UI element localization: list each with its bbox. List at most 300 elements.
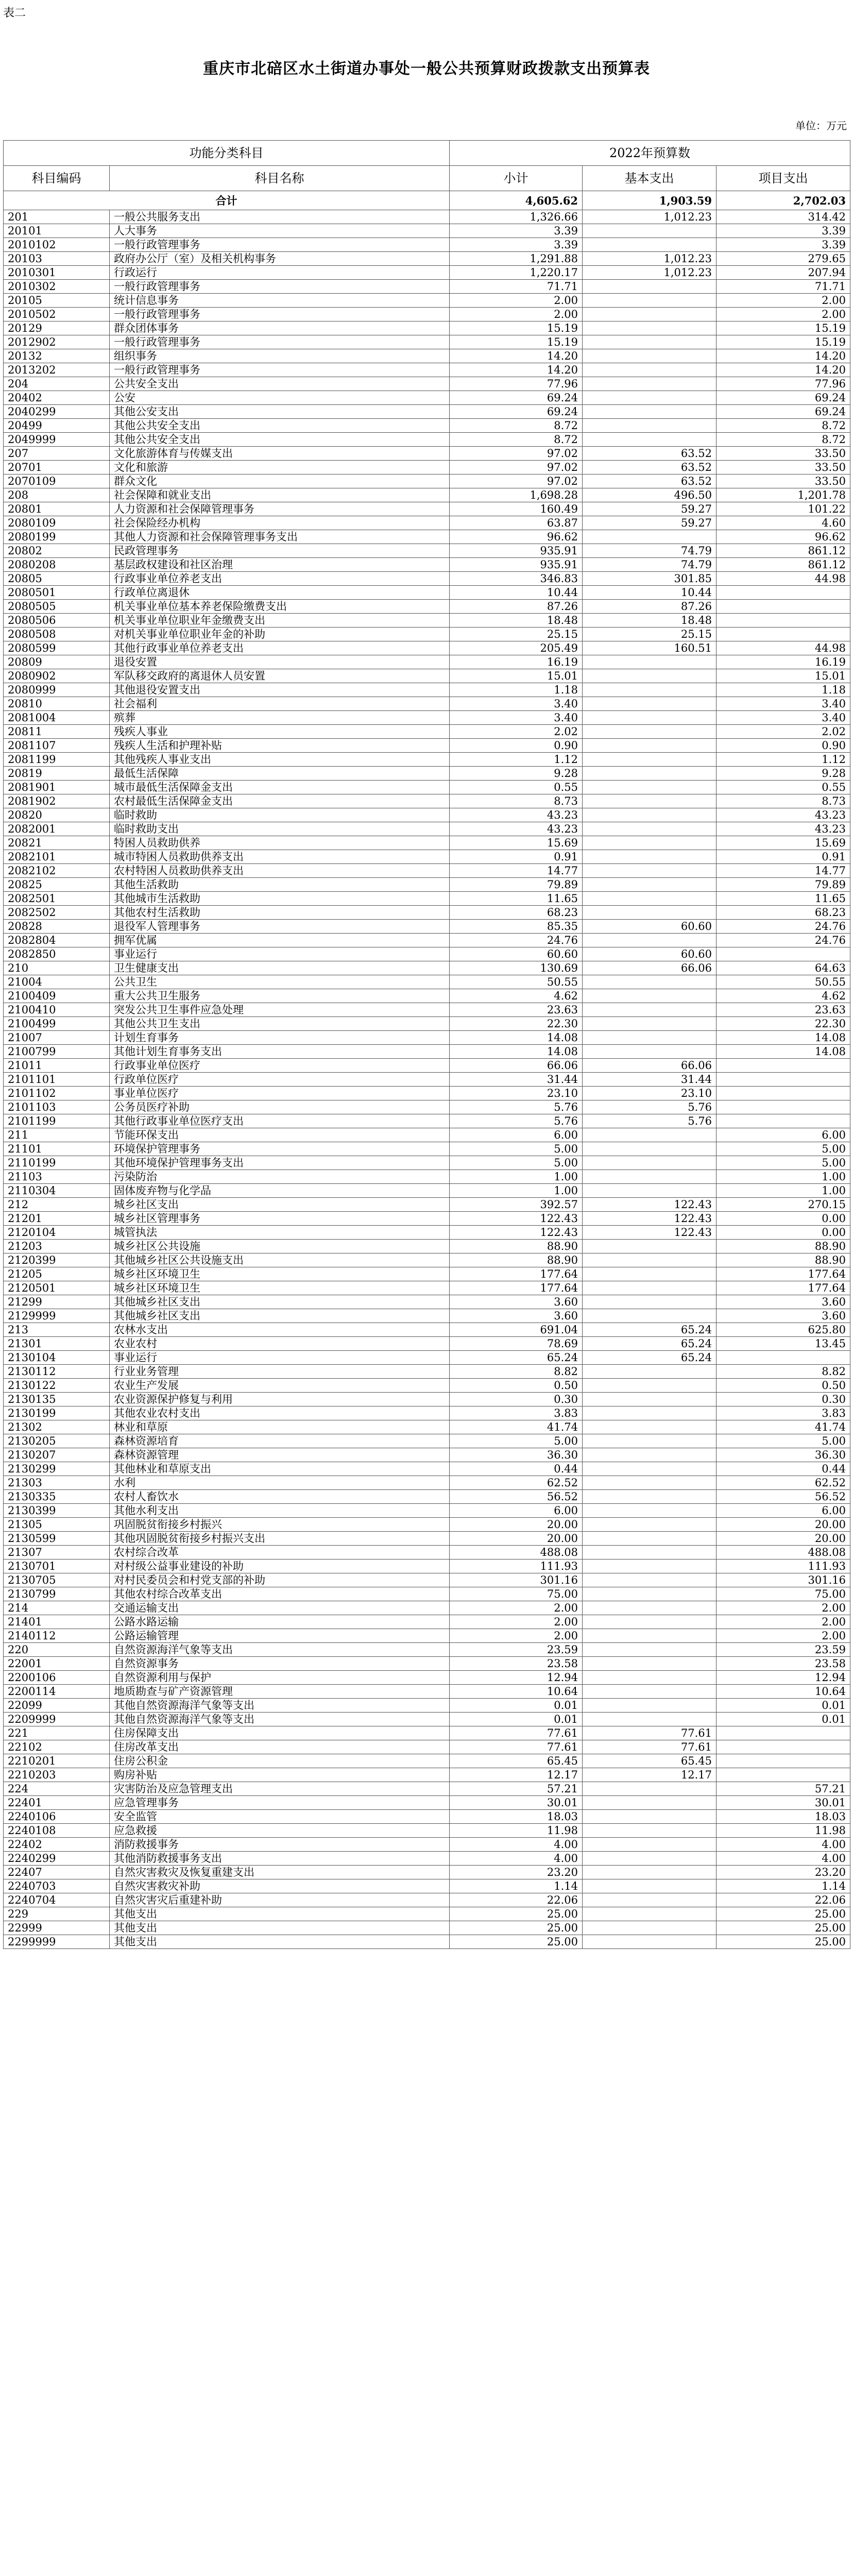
row-subtotal: 14.20 (450, 349, 583, 363)
row-project: 5.00 (716, 1156, 850, 1170)
row-project (716, 1059, 850, 1073)
row-project: 6.00 (716, 1504, 850, 1518)
table-row (4, 391, 850, 405)
row-name: 其他支出 (110, 1907, 450, 1921)
row-project: 8.72 (716, 419, 850, 433)
table-row (4, 711, 850, 725)
row-project (716, 947, 850, 961)
row-basic (583, 1128, 716, 1142)
row-code: 22102 (4, 1740, 110, 1754)
row-project: 23.20 (716, 1866, 850, 1879)
row-basic: 65.45 (583, 1754, 716, 1768)
row-code: 2010102 (4, 238, 110, 252)
row-name: 行政运行 (110, 266, 450, 280)
row-code: 2240704 (4, 1893, 110, 1907)
row-subtotal: 14.08 (450, 1045, 583, 1059)
row-code: 213 (4, 1323, 110, 1337)
table-row (4, 1740, 850, 1754)
row-basic (583, 1699, 716, 1713)
table-row (4, 1671, 850, 1685)
row-code: 20810 (4, 697, 110, 711)
row-code: 21201 (4, 1212, 110, 1226)
row-basic: 12.17 (583, 1768, 716, 1782)
row-project: 177.64 (716, 1267, 850, 1281)
row-subtotal: 1,220.17 (450, 266, 583, 280)
row-project: 6.00 (716, 1128, 850, 1142)
table-row (4, 1003, 850, 1017)
row-code: 2130799 (4, 1587, 110, 1601)
row-subtotal: 43.23 (450, 808, 583, 822)
row-subtotal: 18.03 (450, 1810, 583, 1824)
row-code: 20105 (4, 294, 110, 308)
row-code: 2299999 (4, 1935, 110, 1949)
row-project: 270.15 (716, 1198, 850, 1212)
row-code: 2101199 (4, 1114, 110, 1128)
row-subtotal: 87.26 (450, 600, 583, 614)
row-code: 2101103 (4, 1100, 110, 1114)
table-row (4, 1212, 850, 1226)
row-basic (583, 433, 716, 447)
row-subtotal: 5.76 (450, 1100, 583, 1114)
row-code: 220 (4, 1643, 110, 1657)
row-project: 3.40 (716, 697, 850, 711)
row-code: 2130599 (4, 1532, 110, 1546)
row-name: 城乡社区公共设施 (110, 1240, 450, 1253)
row-basic: 63.52 (583, 474, 716, 488)
row-name: 对村民委员会和村党支部的补助 (110, 1573, 450, 1587)
row-code: 2070109 (4, 474, 110, 488)
row-code: 21305 (4, 1518, 110, 1532)
table-row (4, 767, 850, 781)
row-code: 2010502 (4, 308, 110, 321)
row-project: 4.62 (716, 989, 850, 1003)
row-basic (583, 697, 716, 711)
row-code: 21203 (4, 1240, 110, 1253)
table-row (4, 1100, 850, 1114)
row-subtotal: 14.77 (450, 864, 583, 878)
row-project: 57.21 (716, 1782, 850, 1796)
table-row (4, 906, 850, 920)
row-name: 其他农村综合改革支出 (110, 1587, 450, 1601)
table-row (4, 1810, 850, 1824)
row-name: 其他巩固脱贫衔接乡村振兴支出 (110, 1532, 450, 1546)
row-project: 3.83 (716, 1406, 850, 1420)
row-code: 2080208 (4, 558, 110, 572)
row-code: 2200114 (4, 1685, 110, 1699)
row-subtotal: 68.23 (450, 906, 583, 920)
row-project (716, 1351, 850, 1365)
row-code: 21299 (4, 1295, 110, 1309)
row-project: 50.55 (716, 975, 850, 989)
row-subtotal: 4.00 (450, 1852, 583, 1866)
row-code: 2101102 (4, 1087, 110, 1100)
table-row (4, 1879, 850, 1893)
row-project: 15.01 (716, 669, 850, 683)
row-name: 应急救援 (110, 1824, 450, 1838)
row-project: 14.20 (716, 363, 850, 377)
row-name: 事业单位医疗 (110, 1087, 450, 1100)
row-project: 64.63 (716, 961, 850, 975)
row-code: 2040299 (4, 405, 110, 419)
row-code: 2080902 (4, 669, 110, 683)
row-subtotal: 23.58 (450, 1657, 583, 1671)
row-subtotal: 69.24 (450, 391, 583, 405)
row-name: 其他农业农村支出 (110, 1406, 450, 1420)
row-project: 0.00 (716, 1212, 850, 1226)
row-name: 其他城乡社区支出 (110, 1309, 450, 1323)
row-code: 22402 (4, 1838, 110, 1852)
row-code: 2100799 (4, 1045, 110, 1059)
table-row (4, 1420, 850, 1434)
table-row (4, 1893, 850, 1907)
row-code: 20129 (4, 321, 110, 335)
row-subtotal: 488.08 (450, 1546, 583, 1560)
table-row (4, 1031, 850, 1045)
row-subtotal: 8.72 (450, 419, 583, 433)
table-row (4, 628, 850, 641)
row-name: 城乡社区管理事务 (110, 1212, 450, 1226)
row-code: 2140112 (4, 1629, 110, 1643)
row-project: 861.12 (716, 544, 850, 558)
row-project: 1.14 (716, 1879, 850, 1893)
row-project: 20.00 (716, 1518, 850, 1532)
row-name: 其他自然资源海洋气象等支出 (110, 1713, 450, 1726)
row-name: 殡葬 (110, 711, 450, 725)
row-code: 224 (4, 1782, 110, 1796)
row-basic: 5.76 (583, 1100, 716, 1114)
budget-table (3, 140, 850, 1949)
table-row (4, 975, 850, 989)
row-project: 5.00 (716, 1142, 850, 1156)
row-project (716, 1100, 850, 1114)
row-project (716, 1087, 850, 1100)
row-subtotal: 15.01 (450, 669, 583, 683)
row-project: 25.00 (716, 1907, 850, 1921)
row-project: 3.60 (716, 1309, 850, 1323)
row-basic (583, 419, 716, 433)
row-name: 行业业务管理 (110, 1365, 450, 1379)
row-name: 农村最低生活保障金支出 (110, 794, 450, 808)
row-basic (583, 1713, 716, 1726)
table-row (4, 1170, 850, 1184)
table-row (4, 1907, 850, 1921)
row-name: 农业生产发展 (110, 1379, 450, 1393)
row-project: 56.52 (716, 1490, 850, 1504)
row-code: 2082102 (4, 864, 110, 878)
table-row (4, 419, 850, 433)
row-code: 20809 (4, 655, 110, 669)
row-name: 社会保险经办机构 (110, 516, 450, 530)
row-code: 2082101 (4, 850, 110, 864)
row-basic (583, 349, 716, 363)
table-row (4, 725, 850, 739)
row-basic: 122.43 (583, 1226, 716, 1240)
row-basic (583, 1295, 716, 1309)
row-basic (583, 405, 716, 419)
row-project: 0.00 (716, 1226, 850, 1240)
row-subtotal: 23.63 (450, 1003, 583, 1017)
row-basic (583, 1824, 716, 1838)
row-name: 一般行政管理事务 (110, 363, 450, 377)
table-row (4, 808, 850, 822)
table-row (4, 1295, 850, 1309)
row-name: 城乡社区环境卫生 (110, 1267, 450, 1281)
row-name: 公路运输管理 (110, 1629, 450, 1643)
table-row (4, 892, 850, 906)
row-name: 重大公共卫生服务 (110, 989, 450, 1003)
row-basic (583, 975, 716, 989)
row-project: 24.76 (716, 934, 850, 947)
row-name: 交通运输支出 (110, 1601, 450, 1615)
table-row (4, 697, 850, 711)
table-row (4, 238, 850, 252)
row-subtotal: 2.00 (450, 1629, 583, 1643)
row-project: 14.08 (716, 1045, 850, 1059)
row-basic (583, 794, 716, 808)
row-code: 221 (4, 1726, 110, 1740)
table-row (4, 739, 850, 753)
table-row (4, 1935, 850, 1949)
row-code: 2130122 (4, 1379, 110, 1393)
row-basic (583, 767, 716, 781)
table-row (4, 1532, 850, 1546)
row-name: 行政事业单位养老支出 (110, 572, 450, 586)
row-name: 政府办公厅（室）及相关机构事务 (110, 252, 450, 266)
row-basic (583, 1685, 716, 1699)
row-basic (583, 1838, 716, 1852)
row-project: 77.96 (716, 377, 850, 391)
row-code: 2130205 (4, 1434, 110, 1448)
row-basic (583, 1003, 716, 1017)
row-subtotal: 3.83 (450, 1406, 583, 1420)
row-basic: 10.44 (583, 586, 716, 600)
row-basic (583, 1546, 716, 1560)
row-name: 基层政权建设和社区治理 (110, 558, 450, 572)
table-row (4, 1379, 850, 1393)
row-code: 2130399 (4, 1504, 110, 1518)
row-name: 其他林业和草原支出 (110, 1462, 450, 1476)
row-basic (583, 1309, 716, 1323)
row-project: 8.82 (716, 1365, 850, 1379)
row-name: 其他计划生育事务支出 (110, 1045, 450, 1059)
total-subtotal: 4,605.62 (450, 191, 583, 210)
row-name: 计划生育事务 (110, 1031, 450, 1045)
row-code: 2080508 (4, 628, 110, 641)
row-subtotal: 935.91 (450, 544, 583, 558)
row-project: 2.00 (716, 294, 850, 308)
row-subtotal: 20.00 (450, 1532, 583, 1546)
row-project: 1.00 (716, 1170, 850, 1184)
row-subtotal: 6.00 (450, 1504, 583, 1518)
row-basic: 31.44 (583, 1073, 716, 1087)
row-project: 96.62 (716, 530, 850, 544)
row-name: 城市最低生活保障金支出 (110, 781, 450, 794)
row-code: 2240703 (4, 1879, 110, 1893)
row-name: 环境保护管理事务 (110, 1142, 450, 1156)
row-basic (583, 1796, 716, 1810)
row-subtotal: 0.44 (450, 1462, 583, 1476)
row-name: 残疾人事业 (110, 725, 450, 739)
code-header: 科目编码 (4, 166, 110, 191)
row-code: 20825 (4, 878, 110, 892)
row-name: 其他消防救援事务支出 (110, 1852, 450, 1866)
row-subtotal: 9.28 (450, 767, 583, 781)
row-code: 21103 (4, 1170, 110, 1184)
row-subtotal: 12.94 (450, 1671, 583, 1685)
row-code: 2081199 (4, 753, 110, 767)
row-project: 79.89 (716, 878, 850, 892)
row-code: 21101 (4, 1142, 110, 1156)
table-row (4, 1768, 850, 1782)
table-row (4, 1615, 850, 1629)
row-project: 177.64 (716, 1281, 850, 1295)
row-code: 22001 (4, 1657, 110, 1671)
row-project (716, 1073, 850, 1087)
row-subtotal: 88.90 (450, 1240, 583, 1253)
row-name: 污染防治 (110, 1170, 450, 1184)
row-name: 公安 (110, 391, 450, 405)
row-subtotal: 63.87 (450, 516, 583, 530)
row-code: 21004 (4, 975, 110, 989)
row-code: 20701 (4, 461, 110, 474)
table-row (4, 210, 850, 224)
table-row (4, 836, 850, 850)
row-code: 2210201 (4, 1754, 110, 1768)
row-project: 314.42 (716, 210, 850, 224)
row-project: 68.23 (716, 906, 850, 920)
row-subtotal: 177.64 (450, 1281, 583, 1295)
row-subtotal: 8.82 (450, 1365, 583, 1379)
row-basic (583, 1921, 716, 1935)
row-name: 统计信息事务 (110, 294, 450, 308)
row-code: 22407 (4, 1866, 110, 1879)
row-code: 21302 (4, 1420, 110, 1434)
row-project: 12.94 (716, 1671, 850, 1685)
row-name: 社会福利 (110, 697, 450, 711)
row-name: 自然灾害灾后重建补助 (110, 1893, 450, 1907)
table-row (4, 1073, 850, 1087)
row-name: 自然资源利用与保护 (110, 1671, 450, 1685)
table-row (4, 586, 850, 600)
row-project: 0.01 (716, 1699, 850, 1713)
table-row (4, 1657, 850, 1671)
row-code: 2130104 (4, 1351, 110, 1365)
row-subtotal: 50.55 (450, 975, 583, 989)
row-code: 2080109 (4, 516, 110, 530)
row-code: 2010302 (4, 280, 110, 294)
row-project: 44.98 (716, 572, 850, 586)
row-code: 20402 (4, 391, 110, 405)
row-basic (583, 1281, 716, 1295)
row-name: 农业农村 (110, 1337, 450, 1351)
row-name: 人力资源和社会保障管理事务 (110, 502, 450, 516)
row-code: 2013202 (4, 363, 110, 377)
row-subtotal: 1,698.28 (450, 488, 583, 502)
row-code: 21007 (4, 1031, 110, 1045)
row-name: 人大事务 (110, 224, 450, 238)
row-project: 10.64 (716, 1685, 850, 1699)
row-subtotal: 2.00 (450, 294, 583, 308)
row-subtotal: 79.89 (450, 878, 583, 892)
row-subtotal: 0.55 (450, 781, 583, 794)
row-name: 其他支出 (110, 1935, 450, 1949)
row-project: 3.40 (716, 711, 850, 725)
row-subtotal: 88.90 (450, 1253, 583, 1267)
row-name: 应急管理事务 (110, 1796, 450, 1810)
table-row (4, 405, 850, 419)
row-code: 21011 (4, 1059, 110, 1073)
row-code: 2240299 (4, 1852, 110, 1866)
table-row (4, 1560, 850, 1573)
row-name: 农业资源保护修复与利用 (110, 1393, 450, 1406)
row-name: 自然灾害救灾及恢复重建支出 (110, 1866, 450, 1879)
table-row (4, 614, 850, 628)
row-subtotal: 97.02 (450, 461, 583, 474)
row-project: 23.58 (716, 1657, 850, 1671)
row-subtotal: 5.00 (450, 1434, 583, 1448)
row-basic (583, 321, 716, 335)
table-row (4, 1142, 850, 1156)
row-project (716, 1726, 850, 1740)
row-code: 2081902 (4, 794, 110, 808)
row-basic (583, 836, 716, 850)
project-header: 项目支出 (716, 166, 850, 191)
table-row (4, 488, 850, 502)
row-code: 2209999 (4, 1713, 110, 1726)
row-project: 2.00 (716, 1601, 850, 1615)
row-project: 4.60 (716, 516, 850, 530)
row-basic (583, 1267, 716, 1281)
row-subtotal: 0.01 (450, 1699, 583, 1713)
row-name: 一般行政管理事务 (110, 308, 450, 321)
row-project: 36.30 (716, 1448, 850, 1462)
table-row (4, 1114, 850, 1128)
row-name: 森林资源管理 (110, 1448, 450, 1462)
table-row (4, 1087, 850, 1100)
table-row (4, 1518, 850, 1532)
row-name: 拥军优属 (110, 934, 450, 947)
row-code: 2082804 (4, 934, 110, 947)
budget-group-header: 2022年预算数 (450, 141, 850, 166)
row-name: 购房补贴 (110, 1768, 450, 1782)
row-subtotal: 75.00 (450, 1587, 583, 1601)
row-name: 其他城市生活救助 (110, 892, 450, 906)
row-code: 2012902 (4, 335, 110, 349)
row-project: 301.16 (716, 1573, 850, 1587)
row-subtotal: 111.93 (450, 1560, 583, 1573)
row-project: 25.00 (716, 1921, 850, 1935)
table-row (4, 1253, 850, 1267)
row-project: 0.90 (716, 739, 850, 753)
row-code: 2082502 (4, 906, 110, 920)
row-name: 其他公共卫生支出 (110, 1017, 450, 1031)
row-subtotal: 122.43 (450, 1226, 583, 1240)
row-code: 2130701 (4, 1560, 110, 1573)
table-row (4, 864, 850, 878)
row-code: 2200106 (4, 1671, 110, 1685)
row-name: 公共安全支出 (110, 377, 450, 391)
row-code: 2130705 (4, 1573, 110, 1587)
row-code: 2100410 (4, 1003, 110, 1017)
row-subtotal: 1.14 (450, 1879, 583, 1893)
row-subtotal: 392.57 (450, 1198, 583, 1212)
row-code: 20801 (4, 502, 110, 516)
row-project: 0.91 (716, 850, 850, 864)
row-subtotal: 77.61 (450, 1726, 583, 1740)
row-name: 其他自然资源海洋气象等支出 (110, 1699, 450, 1713)
row-subtotal: 57.21 (450, 1782, 583, 1796)
row-code: 2110304 (4, 1184, 110, 1198)
